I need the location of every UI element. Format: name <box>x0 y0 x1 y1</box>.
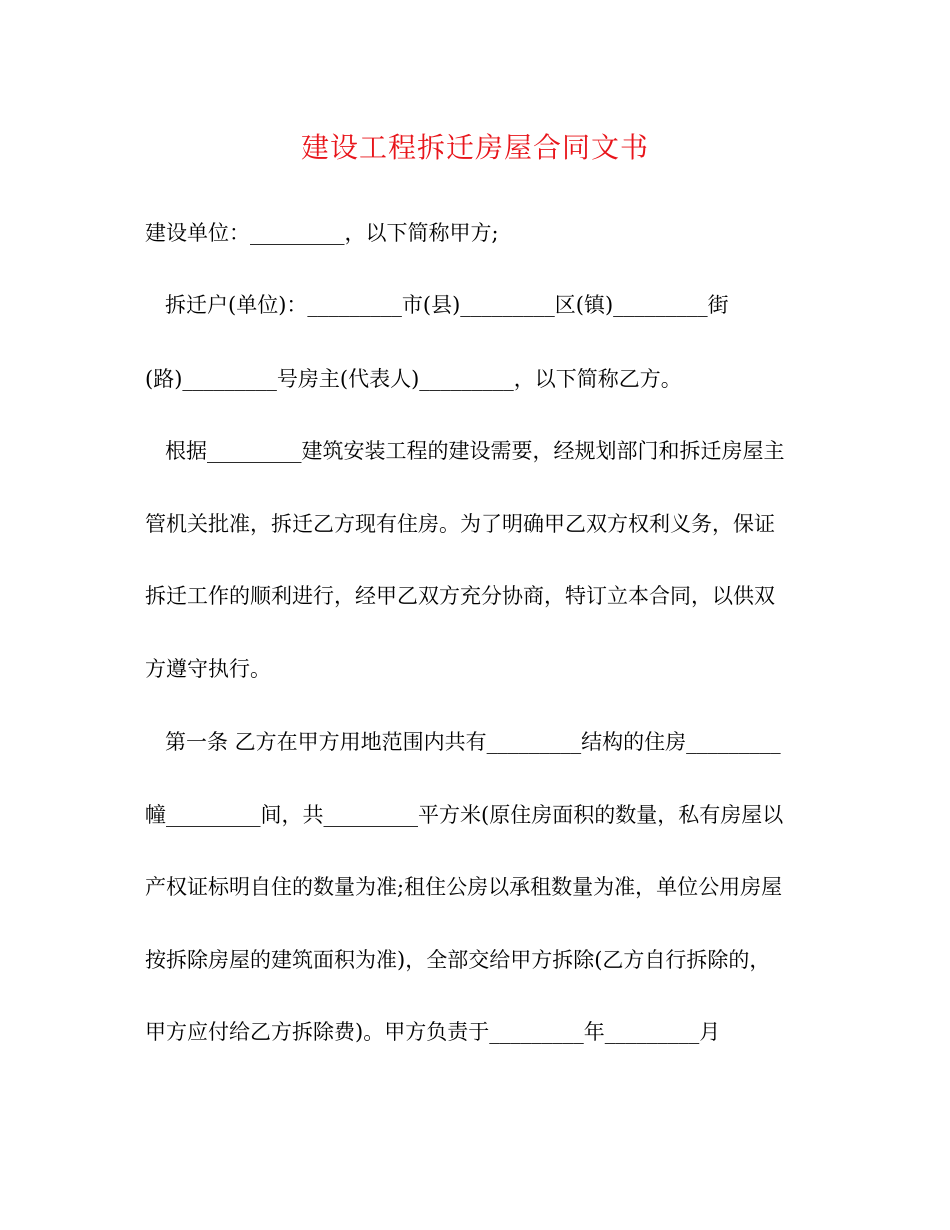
article-1-line-3: 产权证标明自住的数量为准;租住公房以承租数量为准，单位公用房屋 <box>145 875 783 899</box>
preamble-line-3: 拆迁工作的顺利进行，经甲乙双方充分协商，特订立本合同，以供双 <box>145 584 775 608</box>
article-1-line-5: 甲方应付给乙方拆除费)。甲方负责于_________年_________月 <box>145 1020 721 1044</box>
article-1-line-4: 按拆除房屋的建筑面积为准)，全部交给甲方拆除(乙方自行拆除的， <box>145 948 771 972</box>
article-1-line-2: 幢_________间，共_________平方米(原住房面积的数量，私有房屋以 <box>145 803 784 827</box>
party-b-line-2: (路)_________号房主(代表人)_________，以下简称乙方。 <box>145 367 682 391</box>
article-1-line-1: 第一条 乙方在甲方用地范围内共有_________结构的住房_________ <box>165 730 781 754</box>
preamble-line-2: 管机关批准，拆迁乙方现有住房。为了明确甲乙双方权利义务，保证 <box>145 512 775 536</box>
document-title: 建设工程拆迁房屋合同文书 <box>300 131 649 164</box>
preamble-line-1: 根据_________建筑安装工程的建设需要，经规划部门和拆迁房屋主 <box>165 439 785 463</box>
party-a-line: 建设单位：_________，以下简称甲方; <box>145 221 499 245</box>
preamble-line-4: 方遵守执行。 <box>145 657 271 681</box>
party-b-line-1: 拆迁户(单位)：_________市(县)_________区(镇)_________街 <box>165 293 729 317</box>
